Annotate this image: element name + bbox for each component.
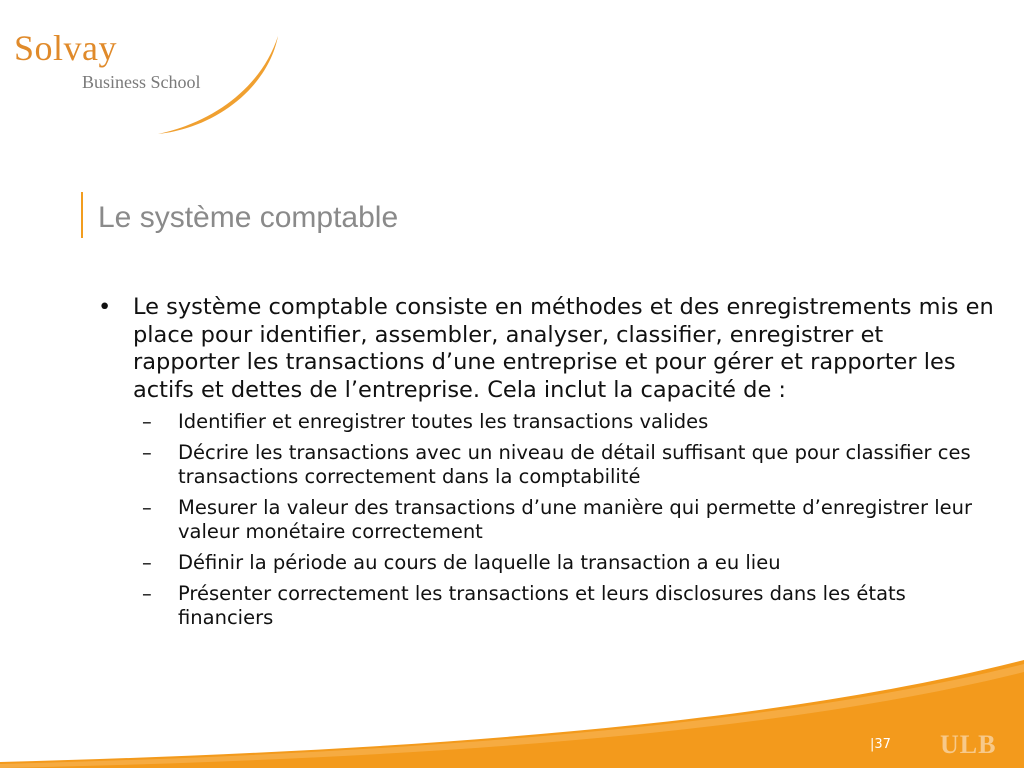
dash-marker: – [142, 441, 152, 464]
sub-bullet-text: Décrire les transactions avec un niveau de détail suffisant que pour classifier ces transactions correctement dans la comptabilité [178, 441, 971, 488]
sub-bullet-text: Mesurer la valeur des transactions d’une manière qui permette d’enregistrer leur valeur monétaire correctement [178, 496, 973, 543]
ulb-logo: ULB [940, 730, 997, 759]
slide-title: Le système comptable [98, 201, 399, 234]
bullet-marker: • [98, 294, 112, 320]
logo-title: Solvay [14, 28, 118, 68]
page-number: |37 [870, 737, 891, 752]
sub-bullet-text: Identifier et enregistrer toutes les transactions valides [178, 410, 709, 433]
dash-marker: – [142, 410, 152, 433]
sub-bullet-text: Définir la période au cours de laquelle la transaction a eu lieu [178, 551, 781, 574]
logo-subtitle: Business School [82, 72, 201, 92]
sub-bullet-text: Présenter correctement les transactions et leurs disclosures dans les états financiers [178, 582, 906, 629]
dash-marker: – [142, 496, 152, 519]
main-bullet-text: Le système comptable consiste en méthodes et des enregistrements mis en place pour identifier, assembler, analyser, classifier, enregistrer et rapporter les transactions d’une entreprise et pour gérer et rapporter les actifs et dettes de l’entreprise. Cela inclut la capacité de : [133, 294, 994, 403]
dash-marker: – [142, 582, 152, 605]
dash-marker: – [142, 551, 152, 574]
